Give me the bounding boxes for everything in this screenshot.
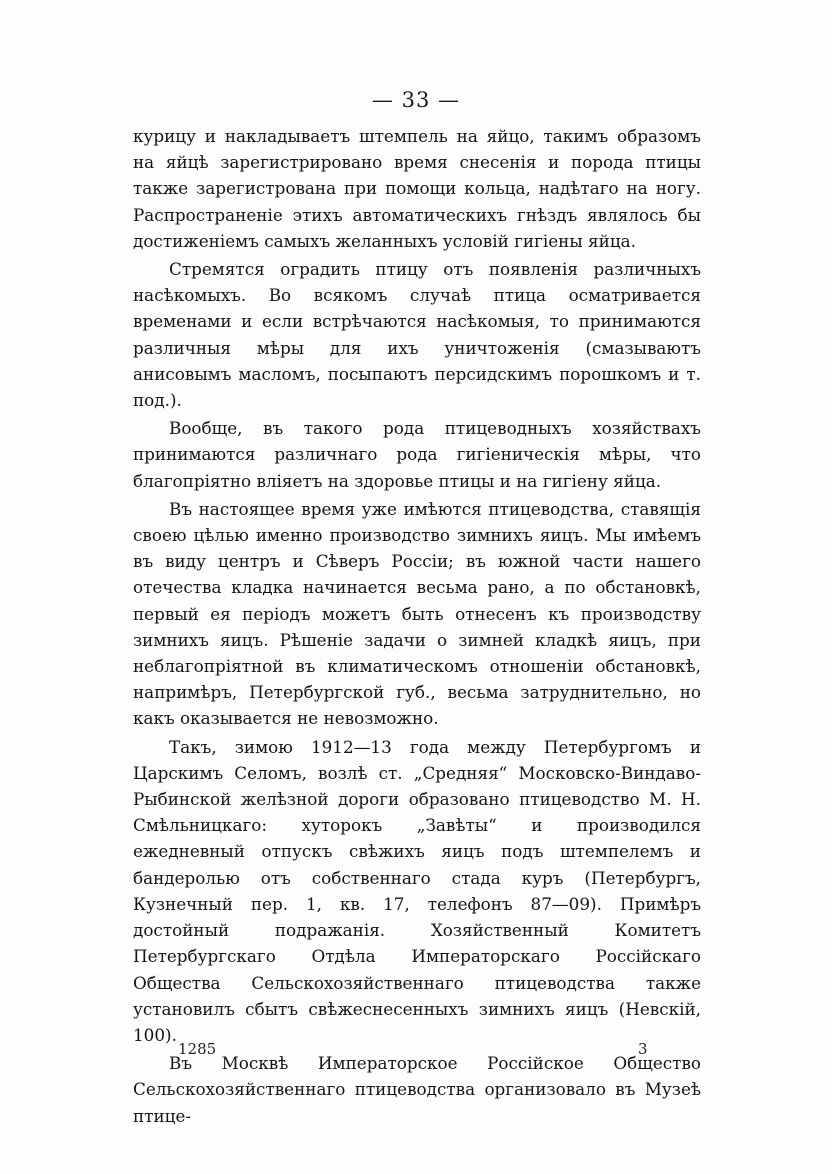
paragraph-hygiene: Вообще, въ такого рода птицеводныхъ хозяйствахъ принимаются различнаго рода гигіеническія мѣры, что благопріятно вліяетъ на здоровье птицы и на гигіену яйца.: [133, 418, 701, 491]
paragraph-winter-eggs: Въ настоящее время уже имѣются птицеводства, ставящія своею цѣлью именно производство зимнихъ яицъ. Мы имѣемъ въ виду центръ и Сѣверъ Россіи; въ южной части нашего отечества кладка начинается весьма рано, а по обстановкѣ, первый ея періодъ можетъ быть отнесенъ къ производству зимнихъ яицъ. Рѣшеніе задачи о зимней кладкѣ яицъ, при неблагопріятной въ климатическомъ отношеніи обстановкѣ, напримѣръ, Петербургской губ., весьма затруднительно, но какъ оказывается не невозможно.: [133, 498, 701, 729]
sheet-mark: 3: [638, 1040, 648, 1058]
paragraph-continued: курицу и накладываетъ штемпель на яйцо, такимъ образомъ на яйцѣ зарегистрировано время снесенія и порода птицы также зарегистрована при помощи кольца, надѣтаго на ногу. Распространеніе этихъ автоматическихъ гнѣздъ являлось бы достиженіемъ самыхъ желанныхъ условій гигіены яйца.: [133, 126, 701, 251]
paragraph-petersburg: Такъ, зимою 1912—13 года между Петербургомъ и Царскимъ Селомъ, возлѣ ст. „Средняя“ Московско-Виндаво-Рыбинской желѣзной дороги образовано птицеводство М. Н. Смѣльницкаго: хуторокъ „Завѣты“ и производился ежедневный отпускъ свѣжихъ яицъ подъ штемпелемъ и бандеролью отъ собственнаго стада куръ (Петербургъ, Кузнечный пер. 1, кв. 17, телефонъ 87—09). Примѣръ достойный подражанія. Хозяйственный Комитетъ Петербургскаго Отдѣла Императорскаго Россійскаго Общества Сельскохозяйственнаго птицеводства также установилъ сбытъ свѣжеснесенныхъ зимнихъ яицъ (Невскій, 100).: [133, 736, 701, 1045]
page-number: — 33 —: [371, 88, 461, 112]
body-text: [133, 123, 701, 1131]
paragraph-insects: Стремятся оградить птицу отъ появленія различныхъ насѣкомыхъ. Во всякомъ случаѣ птица осматривается временами и если встрѣчаются насѣкомыя, то принимаются различныя мѣры для ихъ уничтоженія (смазываютъ анисовымъ масломъ, посыпаютъ персидскимъ порошкомъ и т. под.).: [133, 259, 701, 411]
printer-signature: 1285: [178, 1040, 217, 1058]
page-footer: [0, 1040, 832, 1070]
paragraph-moscow: Въ Москвѣ Императорское Россійское Общество Сельскохозяйственнаго птицеводства организовало въ Музеѣ птице-: [133, 1053, 701, 1126]
